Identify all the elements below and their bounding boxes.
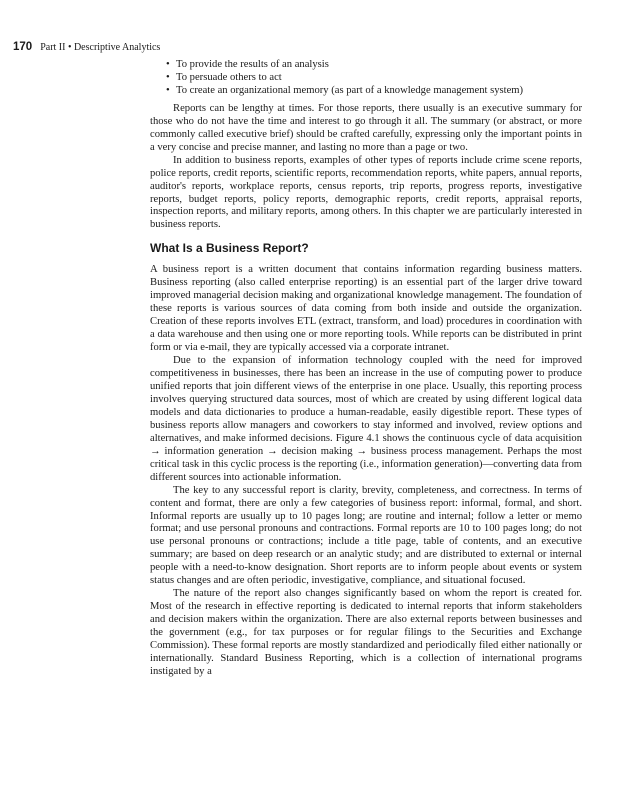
paragraph-executive-summary: Reports can be lengthy at times. For those reports, there usually is an executive summary for those who do not have the time and interest to go through it all. The summary (or abstract, or more commonly called executive brief) should be crafted carefully, expressing only the important points in a very concise and precise manner, and lasting no more than a page or two. [150, 102, 582, 153]
bullet-item: • To provide the results of an analysis [166, 59, 582, 72]
part-label: Part II • Descriptive Analytics [40, 42, 161, 53]
paragraph-definition: A business report is a written document that contains information regarding business matters. Business reporting (also called enterprise reporting) is an essential part of the larger drive toward improved managerial decision making and organizational knowledge management. The foundation of these reports is various sources of data coming from both inside and outside the organization. Creation of these reports involves ETL (extract, transform, and load) procedures in coordination with a data warehouse and then using one or more reporting tools. While reports can be distributed in print form or via e-mail, they are typically accessed via a corporate intranet. [150, 264, 582, 354]
page-body [150, 59, 582, 679]
paragraph-key-success: The key to any successful report is clarity, brevity, completeness, and correctness. In terms of content and format, there are only a few categories of business report: informal, formal, and short. Informal reports are usually up to 10 pages long; are routine and internal; follow a letter or memo format; and use personal pronouns and contractions. Formal reports are 10 to 100 pages long; do not use personal pronouns or contractions; include a title page, table of contents, and an executive summary; are based on deep research or an analytic study; and are distributed to external or internal people with a need-to-know designation. Short reports are to inform people about events or system status changes and are often periodic, investigative, compliance, and situational focused. [150, 484, 582, 587]
bullet-item: • To persuade others to act [166, 72, 582, 85]
paragraph-report-types: In addition to business reports, examples of other types of reports include crime scene reports, police reports, credit reports, scientific reports, recommendation reports, white papers, annual reports, auditor's reports, workplace reports, census reports, trip reports, progress reports, investigative reports, budget reports, policy reports, demographic reports, credit reports, appraisal reports, inspection reports, and military reports, among others. In this chapter we are particularly interested in business reports. [150, 154, 582, 231]
running-header [13, 40, 160, 55]
page-number: 170 [13, 41, 33, 53]
bullet-item: • To create an organizational memory (as part of a knowledge management system) [166, 85, 582, 98]
purpose-bullet-list [150, 59, 582, 98]
paragraph-nature: The nature of the report also changes significantly based on whom the report is created for. Most of the research in effective reporting is dedicated to internal reports that inform stakeholders and decision makers within the organization. There are also external reports between businesses and the government (e.g., for tax purposes or for regular filings to the Securities and Exchange Commission). These formal reports are mostly standardized and periodically filed either nationally or internationally. Standard Business Reporting, which is a collection of international programs instigated by a [150, 588, 582, 677]
section-heading: What Is a Business Report? [150, 241, 309, 256]
paragraph-expansion: Due to the expansion of information technology coupled with the need for improved competitiveness in businesses, there has been an increase in the use of computing power to produce unified reports that join different views of the enterprise in one place. Usually, this reporting process involves querying structured data sources, most of which are created by using different logical data models and data dictionaries to produce a human-readable, easily digestible report. These types of business reports allow managers and coworkers to stay informed and involved, review options and alternatives, and make informed decisions. Figure 4.1 shows the continuous cycle of data acquisition → information generation → decision making → business process management. Perhaps the most critical task in this cyclic process is the reporting (i.e., information generation)—converting data from different sources into actionable information. [150, 355, 582, 483]
